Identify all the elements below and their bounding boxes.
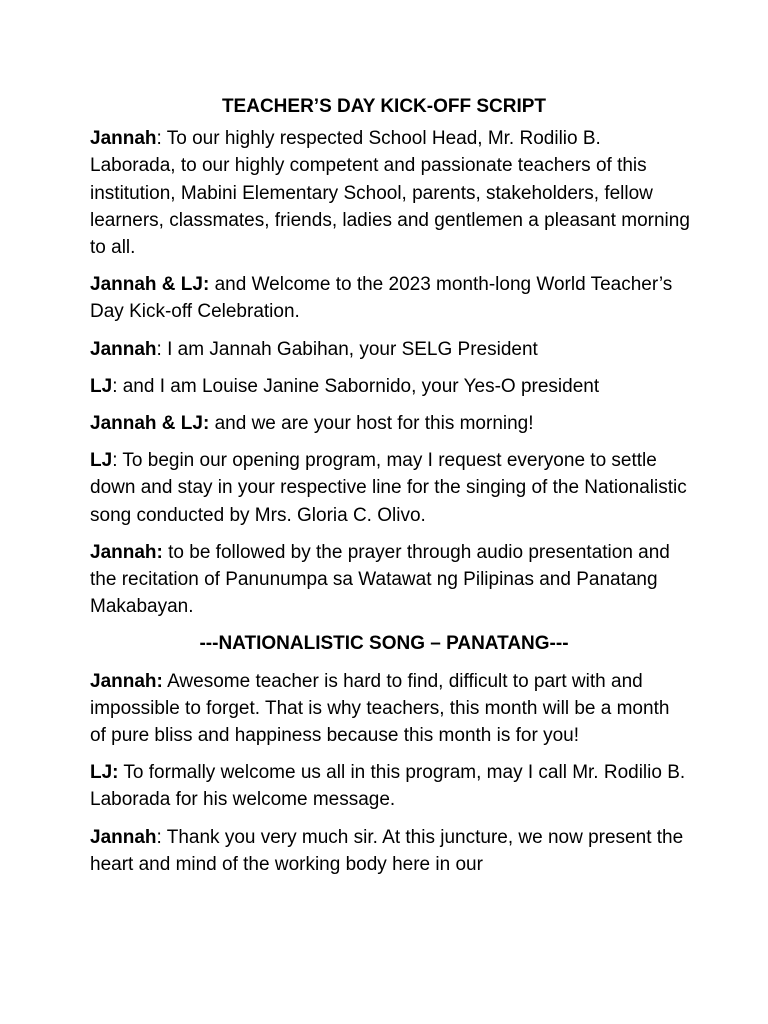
speaker-label: LJ — [90, 375, 113, 397]
paragraph-text: to be followed by the prayer through audio presentation and the recitation of Panunumpa sa Watawat ng Pilipinas and Panatang Makabayan. — [90, 541, 670, 618]
speaker-label: Jannah — [90, 338, 157, 360]
section-heading: ---NATIONALISTIC SONG – PANATANG--- — [199, 633, 569, 655]
paragraph-text: : To begin our opening program, may I request everyone to settle down and stay in your respective line for the singing of the Nationalistic song conducted by Mrs. Gloria C. Olivo. — [90, 450, 687, 526]
paragraph-text: : To our highly respected School Head, Mr. Rodilio B. Laborada, to our highly competent and passionate teachers of this institution, Mabini Elementary School, parents, stakeholders, fellow learners, classmates, friends, ladies and gentlemen a pleasant morning to all. — [90, 128, 690, 259]
paragraph-text: Awesome teacher is hard to find, difficult to part with and impossible to forget. That is why teachers, this month will be a month of pure bliss and happiness because this month is for you! — [90, 670, 670, 747]
page-title: TEACHER’S DAY KICK-OFF SCRIPT — [221, 96, 547, 117]
speaker-label: LJ: — [90, 762, 119, 784]
paragraph-10 — [90, 824, 690, 878]
paragraph-4 — [90, 373, 690, 400]
paragraph-8 — [90, 668, 690, 750]
paragraph-6 — [90, 447, 690, 529]
speaker-label: Jannah & LJ: — [90, 274, 210, 296]
paragraph-7 — [90, 539, 690, 621]
paragraph-text: : and I am Louise Janine Sabornido, your Yes-O president — [112, 375, 600, 397]
speaker-label: Jannah & LJ: — [90, 413, 210, 435]
paragraph-2 — [90, 271, 690, 325]
speaker-label: Jannah — [90, 128, 157, 150]
paragraph-3 — [90, 336, 690, 363]
paragraph-text: To formally welcome us all in this program, may I call Mr. Rodilio B. Laborada for his welcome message. — [90, 762, 686, 811]
paragraph-text: and Welcome to the 2023 month-long World Teacher’s Day Kick-off Celebration. — [90, 274, 673, 323]
speaker-label: LJ — [90, 450, 113, 472]
speaker-label: Jannah: — [90, 670, 163, 692]
paragraph-5 — [90, 410, 690, 437]
speaker-label: Jannah: — [90, 541, 163, 563]
script-body — [90, 93, 690, 888]
paragraph-1 — [90, 125, 690, 261]
paragraph-text: : Thank you very much sir. At this juncture, we now present the heart and mind of the working body here in our — [90, 826, 684, 875]
speaker-label: Jannah — [90, 826, 157, 848]
paragraph-text: and we are your host for this morning! — [209, 413, 534, 435]
paragraph-9 — [90, 759, 690, 813]
paragraph-text: : I am Jannah Gabihan, your SELG President — [156, 338, 538, 360]
